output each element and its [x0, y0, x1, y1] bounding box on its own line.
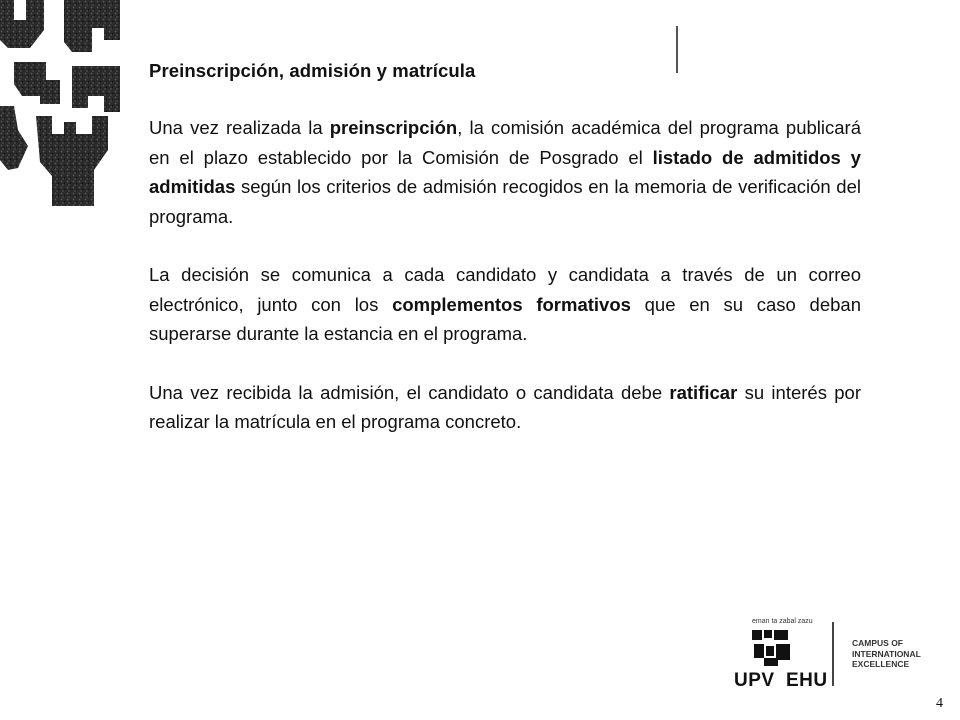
emphasized-term: listado de admitidos y admitidas	[149, 146, 861, 197]
slide-title: Preinscripción, admisión y matrícula	[149, 60, 476, 81]
campus-line: CAMPUS OF	[852, 638, 903, 648]
upv-ehu-logo-art	[0, 0, 122, 210]
paragraph-text: Una vez recibida la admisión, el candidato o candidata debe	[149, 381, 670, 403]
paragraph-decision	[149, 260, 861, 349]
paragraph-text: según los criterios de admisión recogidos en la memoria de verificación del programa.	[149, 176, 861, 227]
emphasized-term: complementos formativos	[392, 293, 631, 315]
upv-ehu-tree-icon	[724, 618, 804, 670]
paragraph-text: La decisión se comunica a cada candidato y candidata a través de un correo electrónico, junto con los	[149, 264, 861, 315]
emphasized-term: preinscripción	[329, 117, 458, 138]
emphasized-term: ratificar	[669, 381, 738, 403]
footer-upv-label: UPV	[734, 670, 775, 691]
paragraph-text: que en su caso deban superarse durante la estancia en el programa.	[149, 293, 861, 344]
slide-body	[149, 113, 861, 466]
footer-tagline: eman ta zabal zazu	[752, 618, 813, 625]
paragraph-text: , la comisión académica del programa publicará en el plazo establecido por la Comisión de Posgrado el	[149, 117, 861, 168]
paragraph-preinscripcion	[149, 113, 861, 231]
paragraph-ratificacion	[149, 378, 861, 437]
paragraph-text: su interés por realizar la matrícula en el programa concreto.	[149, 381, 861, 432]
paragraph-text: Una vez realizada la	[149, 117, 330, 138]
footer-divider	[832, 622, 834, 686]
campus-line: EXCELLENCE	[852, 659, 910, 669]
campus-line: INTERNATIONAL	[852, 648, 921, 659]
campus-excellence-label	[852, 638, 921, 670]
page-number: 4	[936, 696, 943, 711]
top-divider	[676, 26, 678, 73]
footer-ehu-label: EHU	[786, 670, 828, 691]
